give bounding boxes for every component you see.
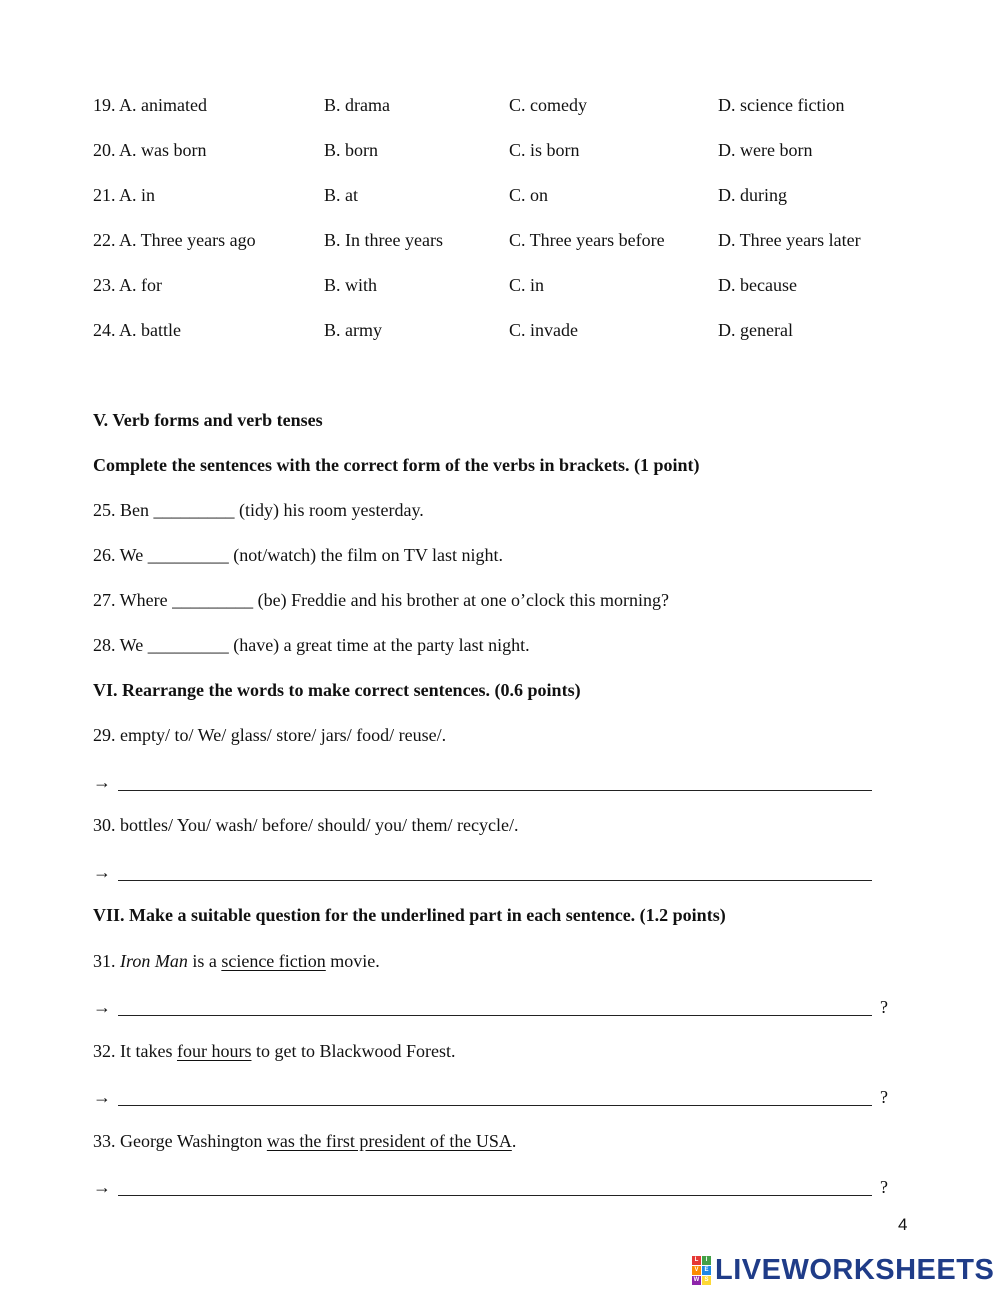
question-32: [93, 1040, 455, 1062]
question-text: is a: [187, 951, 222, 971]
option-a: 21. A. in: [93, 185, 156, 205]
question-25: 25. Ben _________ (tidy) his room yesterday.: [93, 500, 424, 520]
question-31: [93, 950, 380, 972]
arrow-icon: →: [93, 997, 111, 1017]
logo-text: LIVEWORKSHEETS: [715, 1254, 995, 1286]
option-b: B. at: [324, 185, 358, 205]
liveworksheets-logo[interactable]: [692, 1254, 994, 1286]
option-a: 20. A. was born: [93, 140, 207, 160]
section-v-instruction: Complete the sentences with the correct form of the verbs in brackets. (1 point): [93, 455, 700, 475]
arrow-icon: →: [93, 1177, 111, 1197]
question-33: [93, 1130, 516, 1152]
answer-line-31[interactable]: [118, 1015, 872, 1016]
section-vii-title: VII. Make a suitable question for the underlined part in each sentence. (1.2 points): [93, 905, 726, 925]
question-text: 33. George Washington: [93, 1131, 267, 1151]
option-c: C. Three years before: [509, 230, 665, 250]
question-27: 27. Where _________ (be) Freddie and his brother at one o’clock this morning?: [93, 590, 670, 610]
underlined-part: was the first president of the USA: [266, 1131, 512, 1151]
section-v-title: V. Verb forms and verb tenses: [93, 410, 323, 430]
question-30: 30. bottles/ You/ wash/ before/ should/ you/ them/ recycle/.: [93, 815, 519, 835]
page-number: 4: [898, 1215, 908, 1234]
option-d: D. Three years later: [718, 230, 861, 250]
option-b: B. army: [324, 320, 382, 340]
option-d: D. because: [718, 275, 797, 295]
option-c: C. on: [509, 185, 549, 205]
option-a: 23. A. for: [93, 275, 162, 295]
question-mark: ?: [880, 1087, 888, 1107]
answer-line-33[interactable]: [118, 1195, 872, 1196]
option-d: D. were born: [718, 140, 813, 160]
question-text: 32. It takes: [93, 1041, 177, 1061]
option-d: D. general: [718, 320, 793, 340]
logo-grid-icon: L I V E W S: [692, 1256, 711, 1285]
arrow-icon: →: [93, 1087, 111, 1107]
question-26: 26. We _________ (not/watch) the film on TV last night.: [93, 545, 504, 565]
answer-line-29[interactable]: [118, 790, 872, 791]
question-29: 29. empty/ to/ We/ glass/ store/ jars/ food/ reuse/.: [93, 725, 447, 745]
question-number: 31.: [93, 951, 120, 971]
underlined-part: four hours: [176, 1041, 252, 1061]
question-text: movie.: [325, 951, 380, 971]
question-text: .: [511, 1131, 517, 1151]
option-a: 24. A. battle: [93, 320, 181, 340]
option-b: B. born: [324, 140, 378, 160]
answer-line-30[interactable]: [118, 880, 872, 881]
answer-line-32[interactable]: [118, 1105, 872, 1106]
option-c: C. in: [509, 275, 545, 295]
option-b: B. with: [324, 275, 378, 295]
option-c: C. comedy: [509, 95, 587, 115]
option-a: 22. A. Three years ago: [93, 230, 256, 250]
option-d: D. during: [718, 185, 787, 205]
arrow-icon: →: [93, 862, 111, 882]
movie-title: Iron Man: [120, 951, 188, 971]
question-28: 28. We _________ (have) a great time at the party last night.: [93, 635, 530, 655]
underlined-part: science fiction: [221, 951, 326, 971]
option-c: C. is born: [509, 140, 580, 160]
option-b: B. drama: [324, 95, 390, 115]
question-text: to get to Blackwood Forest.: [251, 1041, 456, 1061]
arrow-icon: →: [93, 772, 111, 792]
question-mark: ?: [880, 997, 888, 1017]
option-a: 19. A. animated: [93, 95, 207, 115]
question-mark: ?: [880, 1177, 888, 1197]
option-c: C. invade: [509, 320, 578, 340]
option-d: D. science fiction: [718, 95, 845, 115]
option-b: B. In three years: [324, 230, 443, 250]
section-vi-title: VI. Rearrange the words to make correct sentences. (0.6 points): [93, 680, 581, 700]
